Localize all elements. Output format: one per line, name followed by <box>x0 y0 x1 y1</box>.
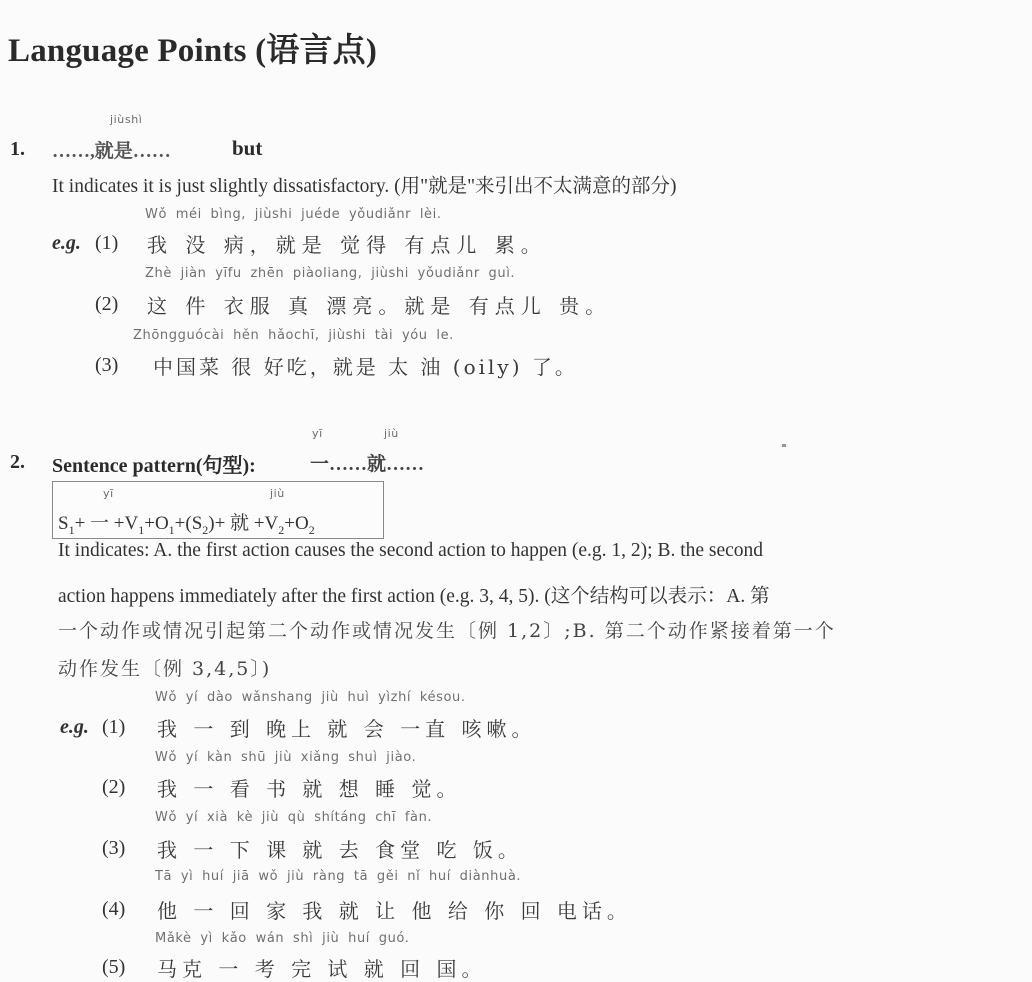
example-pinyin: Wǒ yí xià kè jiù qù shítáng chī fàn. <box>155 810 433 825</box>
explanation-line: 动作发生〔例 3,4,5〕) <box>58 658 272 680</box>
pattern-pinyin: jiùshì <box>110 113 143 126</box>
formula-jiu-part: )+ 就 +V <box>208 513 279 534</box>
pattern-pinyin-jiu: jiù <box>384 427 399 440</box>
page-title: Language Points (语言点) <box>8 33 378 69</box>
example-pinyin: Wǒ méi bìng, jiùshi juéde yǒudiǎnr lèi. <box>145 207 442 222</box>
example-index: (3) <box>95 354 119 376</box>
example-pinyin: Wǒ yí kàn shū jiù xiǎng shuì jiào. <box>155 750 417 765</box>
example-index: (3) <box>102 837 126 859</box>
formula-sub: 2 <box>308 522 315 537</box>
formula-sub: 1 <box>168 522 175 537</box>
example-hanzi: 我 一 看 书 就 想 睡 觉。 <box>157 777 462 801</box>
example-hanzi: 他 一 回 家 我 就 让 他 给 你 回 电话。 <box>157 899 632 923</box>
explanation-line: 一个动作或情况引起第二个动作或情况发生〔例 1,2〕;B. 第二个动作紧接着第一个 <box>58 620 836 642</box>
section-heading: Sentence pattern(句型): <box>52 455 256 477</box>
example-hanzi: 马克 一 考 完 试 就 回 国。 <box>157 957 487 981</box>
pattern-text: 一……就…… <box>310 454 425 475</box>
example-pinyin: Mǎkè yì kǎo wán shì jiù huí guó. <box>155 931 410 946</box>
eg-label-text: e.g. <box>60 716 89 738</box>
formula-pinyin-jiu: jiù <box>270 487 285 500</box>
formula-s1: S <box>58 513 69 534</box>
explanation-line: It indicates: A. the first action causes the second action to happen (e.g. 1, 2); B. the second <box>58 540 764 561</box>
formula-s2-part: +(S <box>174 513 203 534</box>
explanation-line: action happens immediately after the first action (e.g. 3, 4, 5). (这个结构可以表示：A. 第 <box>58 586 770 607</box>
formula-sub: 2 <box>202 522 209 537</box>
formula-sub: 1 <box>138 522 145 537</box>
pattern-text: ……,就是…… <box>52 141 171 162</box>
pattern-pinyin-yi: yī <box>312 427 323 440</box>
pattern-meaning: but <box>232 136 263 160</box>
example-hanzi: 我 没 病，就是 觉得 有点儿 累。 <box>147 233 547 257</box>
sentence-formula <box>58 508 315 538</box>
eg-label <box>52 232 81 255</box>
scan-speck <box>782 444 786 447</box>
formula-yi-part: + 一 +V <box>74 513 139 534</box>
example-hanzi: 中国菜 很 好吃，就是 太 油 (oily) 了。 <box>153 355 578 379</box>
example-index: (2) <box>95 293 119 315</box>
eg-label-text: e.g. <box>52 232 81 254</box>
formula-sub: 2 <box>278 522 285 537</box>
example-pinyin: Tā yì huí jiā wǒ jiù ràng tā gěi nǐ huí diànhuà. <box>155 869 522 884</box>
point-number: 1. <box>10 138 25 160</box>
example-pinyin: Zhōngguócài hěn hǎochī, jiùshi tài yóu le. <box>133 328 454 343</box>
example-pinyin: Wǒ yí dào wǎnshang jiù huì yìzhí késou. <box>155 690 466 705</box>
example-hanzi: 这 件 衣服 真 漂亮。就是 有点儿 贵。 <box>147 294 612 318</box>
example-index: (5) <box>102 956 126 978</box>
eg-label <box>60 716 89 739</box>
example-index: (1) <box>95 232 119 254</box>
example-index: (1) <box>102 716 126 738</box>
formula-o1-part: +O <box>144 513 169 534</box>
example-hanzi: 我 一 到 晚上 就 会 一直 咳嗽。 <box>157 717 537 741</box>
formula-sub: 1 <box>68 522 75 537</box>
formula-o2-part: +O <box>284 513 309 534</box>
example-index: (4) <box>102 898 126 920</box>
point-number: 2. <box>10 451 25 473</box>
example-pinyin: Zhè jiàn yīfu zhēn piàoliang, jiùshi yǒudiǎnr guì. <box>145 266 516 281</box>
example-hanzi: 我 一 下 课 就 去 食堂 吃 饭。 <box>157 838 523 862</box>
formula-pinyin-yi: yī <box>103 487 114 500</box>
point-explanation: It indicates it is just slightly dissatisfactory. (用"就是"来引出不太满意的部分) <box>52 176 677 197</box>
example-index: (2) <box>102 776 126 798</box>
